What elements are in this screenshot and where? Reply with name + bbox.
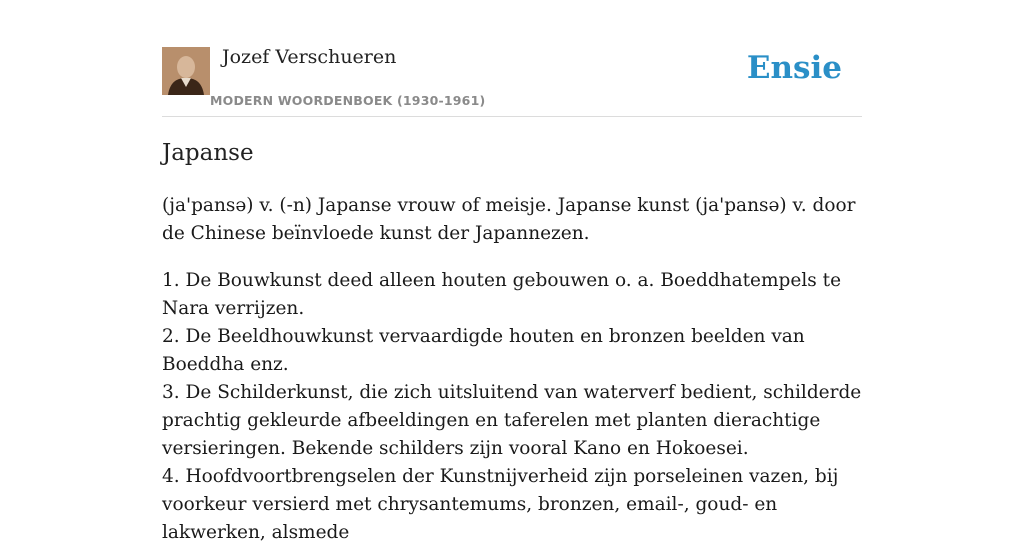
list-item: 1. De Bouwkunst deed alleen houten gebouwen o. a. Boeddhatempels te Nara verrijzen. <box>162 270 842 319</box>
portrait-image <box>162 47 210 95</box>
entry-title: Japanse <box>162 140 254 166</box>
entry-list <box>162 267 862 547</box>
brand-logo[interactable]: Ensie <box>746 50 842 86</box>
header <box>162 0 862 117</box>
page-container <box>162 0 862 543</box>
list-item: 2. De Beeldhouwkunst vervaardigde houten en bronzen beelden van Boeddha enz. <box>162 326 805 375</box>
entry-definition: (ja'pansə) v. (-n) Japanse vrouw of meisje. Japanse kunst (ja'pansə) v. door de Chinese beïnvloede kunst der Japannezen. <box>162 195 856 244</box>
author-name[interactable]: Jozef Verschueren <box>222 46 397 68</box>
author-avatar[interactable] <box>162 47 210 95</box>
source-label[interactable]: MODERN WOORDENBOEK (1930-1961) <box>210 93 486 108</box>
list-item: 4. Hoofdvoortbrengselen der Kunstnijverheid zijn porseleinen vazen, bij voorkeur versierd met chrysantemums, bronzen, email-, goud- en lakwerken, alsmede <box>162 466 839 543</box>
list-item: 3. De Schilderkunst, die zich uitsluitend van waterverf bedient, schilderde prachtig gekleurde afbeeldingen en taferelen met planten dierachtige versieringen. Bekende schilders zijn vooral Kano en Hokoesei. <box>162 382 862 459</box>
